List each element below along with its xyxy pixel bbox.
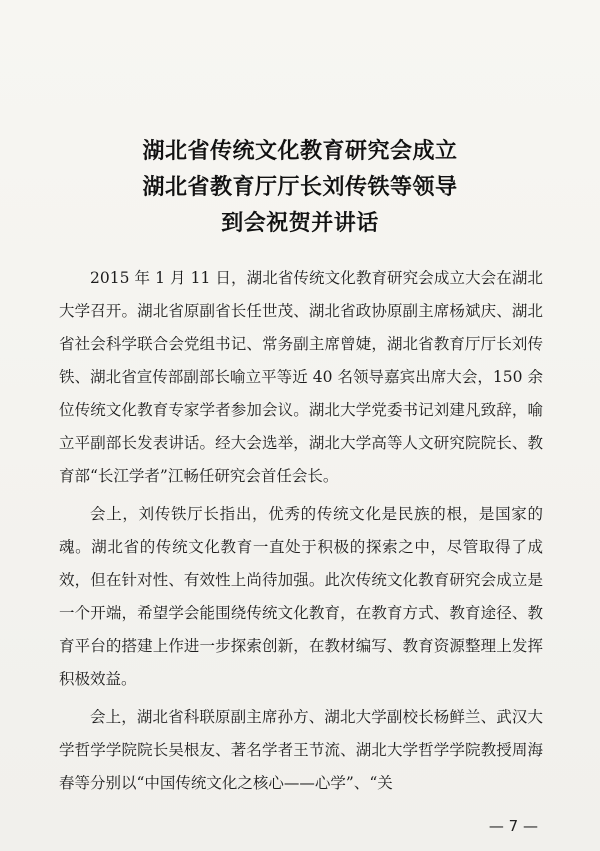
paragraph-3: 会上，湖北省科联原副主席孙方、湖北大学副校长杨鲜兰、武汉大学哲学学院院长吴根友、著名学者王节流、湖北大学哲学学院教授周海春等分别以“中国传统文化之核心——心学”、“关 xyxy=(59,708,543,792)
title-line-1: 湖北省传统文化教育研究会成立 xyxy=(142,139,458,164)
paragraph-2: 会上，刘传铁厅长指出，优秀的传统文化是民族的根，是国家的魂。湖北省的传统文化教育一直处于积极的探索之中，尽管取得了成效，但在针对性、有效性上尚待加强。此次传统文化教育研究会成立是一个开端，希望学会能围绕传统文化教育，在教育方式、教育途径、教育平台的搭建上作进一步探索创新，在教材编写、教育资源整理上发挥积极效益。 xyxy=(59,505,543,688)
page-number: — 7 — xyxy=(488,817,538,835)
article-body xyxy=(59,262,543,800)
title-line-3: 到会祝贺并讲话 xyxy=(221,211,379,236)
title-line-2: 湖北省教育厅厅长刘传铁等领导 xyxy=(142,175,458,200)
article-title xyxy=(0,134,600,242)
paragraph-1: 2015 年 1 月 11 日，湖北省传统文化教育研究会成立大会在湖北大学召开。湖北省原副省长任世茂、湖北省政协原副主席杨斌庆、湖北省社会科学联合会党组书记、常务副主席曾婕，湖北省教育厅厅长刘传铁、湖北省宣传部副部长喻立平等近 40 名领导嘉宾出席大会，150 余位传统文化教育专家学者参加会议。湖北大学党委书记刘建凡致辞，喻立平副部长发表讲话。经大会选举，湖北大学高等人文研究院院长、教育部“长江学者”江畅任研究会首任会长。 xyxy=(59,269,543,485)
